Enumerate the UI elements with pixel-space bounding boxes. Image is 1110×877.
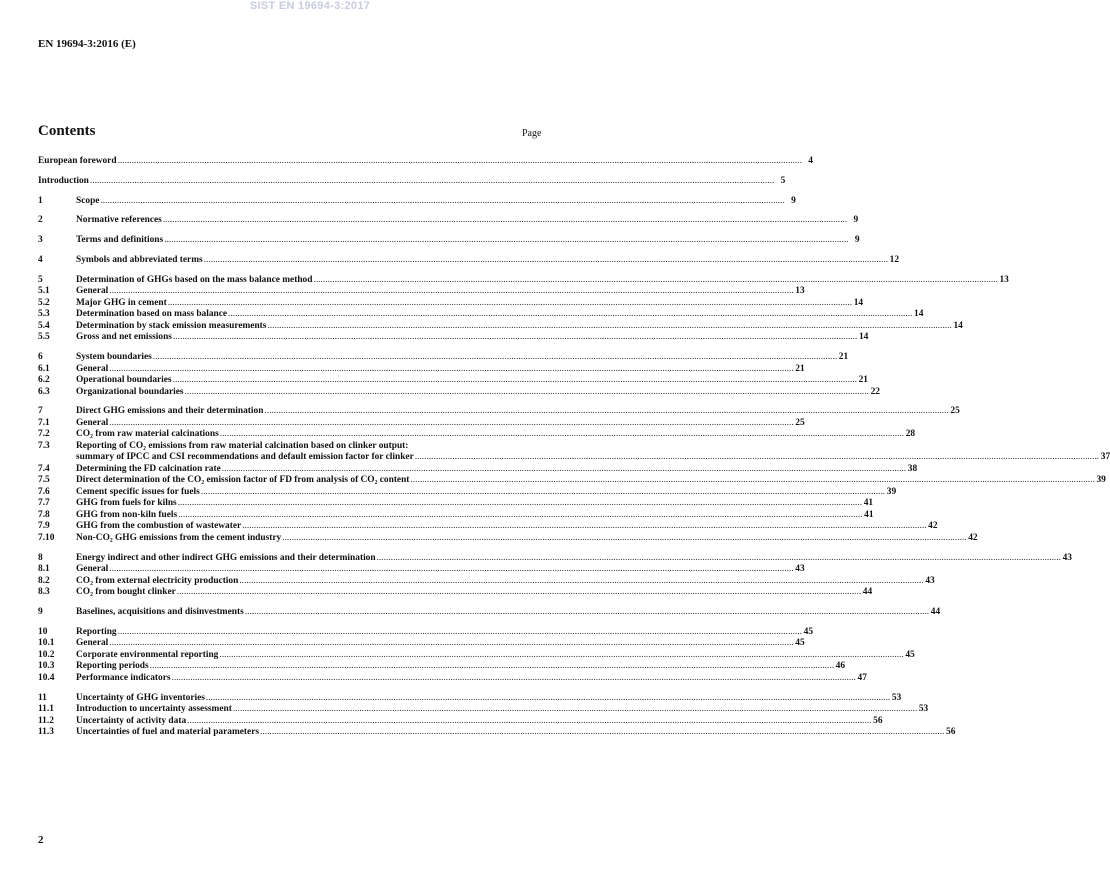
toc-leader-dots [282,533,966,545]
toc-entry-title: Uncertainty of activity data [76,715,187,726]
toc-entry-title: Non-CO₂ GHG emissions from the cement industry [76,532,282,543]
toc-entry-title: General [76,417,109,428]
toc-entry-number: 11 [38,692,47,703]
toc-entry[interactable] [38,297,864,310]
toc-entry[interactable] [38,286,805,298]
toc-leader-dots [228,309,912,321]
toc-entry[interactable] [38,332,869,344]
toc-leader-dots [264,406,948,418]
toc-leader-dots [109,638,793,650]
toc-entry-title: Scope [76,195,100,206]
toc-leader-dots [173,375,857,387]
toc-entry[interactable] [38,704,929,716]
toc-leader-dots [242,521,926,533]
toc-entry-page: 25 [950,406,960,417]
toc-entry-title: CO₂ from raw material calcinations [76,429,219,440]
toc-entry-page: 13 [999,274,1009,285]
toc-leader-dots [168,298,852,310]
toc-entry-title: Determining the FD calcination rate [76,463,221,474]
toc-entry-page: 21 [838,352,849,363]
toc-entry-page: 39 [886,486,897,497]
toc-entry-title: Determination by stack emission measurements [76,320,267,331]
toc-entry-page: 45 [905,649,915,660]
toc-entry-number: 10.4 [38,672,55,683]
toc-leader-dots [220,429,904,441]
toc-entry-page: 9 [853,215,859,226]
toc-leader-dots [100,196,784,208]
toc-entry-page: 9 [791,195,796,206]
toc-entry-page: 43 [925,575,935,586]
toc-entry[interactable] [38,661,846,673]
toc-entry-number: 7.8 [38,509,50,520]
toc-entry[interactable] [38,175,786,188]
toc-entry-title: General [76,638,109,649]
toc-entry[interactable] [38,521,938,533]
toc-entry[interactable] [38,587,873,599]
toc-entry-number: 7.2 [38,429,50,440]
toc-entry-page: 43 [795,564,805,575]
toc-entry[interactable] [38,475,1106,487]
toc-entry[interactable] [38,309,924,321]
toc-entry-page: 44 [930,606,941,617]
toc-leader-dots [178,510,862,522]
toc-leader-dots [187,716,871,728]
watermark: SIST EN 19694-3:2017 [249,0,371,12]
toc-entry-number: 2 [38,215,43,226]
toc-leader-dots [222,464,906,476]
toc-entry-number: 7.7 [38,498,50,509]
toc-entry[interactable] [38,532,978,545]
toc-entry-page: 14 [953,320,963,331]
toc-entry-title: Reporting [76,626,117,637]
toc-entry-number: 6.3 [38,386,50,397]
toc-entry-page: 9 [854,235,860,246]
toc-leader-dots [185,387,869,399]
toc-entry[interactable] [38,274,1009,287]
toc-entry-title: Introduction to uncertainty assessment [76,704,232,715]
toc-entry[interactable] [38,486,897,499]
toc-leader-dots [410,475,1094,487]
toc-entry-title: Normative references [76,215,162,226]
toc-leader-dots [204,255,888,267]
toc-leader-dots [118,156,802,168]
toc-entry-number: 4 [38,254,43,265]
toc-entry-number: 11.2 [38,715,54,726]
toc-entry-page: 38 [907,463,918,474]
toc-entry-number: 6 [38,352,43,363]
toc-entry-title: Reporting of CO₂ emissions from raw material calcination based on clinker output: [76,440,409,451]
toc-entry-page: 14 [914,309,924,320]
toc-entry-number: 7.10 [38,532,55,543]
toc-leader-dots [260,727,944,739]
toc-entry-title: Terms and definitions [76,235,164,246]
toc-leader-dots [313,275,997,287]
toc-entry-title: Major GHG in cement [76,297,167,308]
toc-entry[interactable] [38,254,900,267]
toc-entry-page: 4 [808,156,813,166]
toc-entry-page: 13 [795,286,805,297]
toc-entry-number: 11.3 [38,727,54,738]
toc-leader-dots [109,286,793,298]
toc-entry-number: 8 [38,552,43,563]
toc-entry-number: 5.3 [38,309,50,320]
toc-entry-page: 25 [795,417,805,428]
toc-entry-title-continued: summary of IPCC and CSI recommendations and default emission factor for clinker [76,452,414,463]
toc-leader-dots [178,498,862,510]
contents-heading: Contents [38,123,96,139]
toc-entry-number: 7.5 [38,475,50,486]
toc-leader-dots [109,418,793,430]
toc-leader-dots [201,487,885,499]
toc-entry[interactable] [38,463,918,476]
toc-entry-page: 45 [795,638,805,649]
toc-entry-title: Symbols and abbreviated terms [76,254,203,265]
toc-entry-page: 28 [905,429,916,440]
toc-entry[interactable] [38,606,941,619]
toc-leader-dots [109,364,793,376]
toc-entry[interactable] [38,429,916,441]
toc-entry-number: 7 [38,406,43,417]
toc-entry-page: 22 [870,386,880,397]
toc-entry-title: CO₂ from bought clinker [76,587,176,598]
toc-entry-number: 9 [38,606,43,617]
toc-entry-title: Gross and net emissions [76,332,172,343]
toc-entry-page: 45 [803,626,813,637]
toc-entry[interactable] [38,320,963,333]
toc-entry[interactable] [38,417,805,430]
toc-entry[interactable] [38,386,880,399]
toc-entry[interactable] [38,235,860,247]
toc-leader-dots [377,553,1061,565]
toc-leader-dots [239,576,923,588]
toc-leader-dots [90,176,774,188]
toc-entry[interactable] [38,715,883,728]
toc-entry-page: 41 [863,498,874,509]
toc-entry-title: Introduction [38,175,89,186]
toc-entry-number: 8.1 [38,564,50,575]
toc-entry-page: 37 [1100,452,1110,463]
toc-entry-number: 8.2 [38,575,50,586]
toc-entry-page: 12 [889,254,900,265]
toc-entry-title: System boundaries [76,352,152,363]
toc-entry-number: 7.1 [38,417,50,428]
toc-entry-number: 5.5 [38,332,50,343]
toc-entry-number: 5.1 [38,286,50,297]
toc-entry-title: GHG from fuels for kilns [76,498,177,509]
toc-entry-number: 10.1 [38,638,55,649]
toc-entry-number: 10.3 [38,661,55,672]
toc-leader-dots [267,321,951,333]
toc-entry-title: European foreword [38,156,117,166]
toc-leader-dots [219,650,903,662]
toc-entry-title: Direct GHG emissions and their determination [76,406,264,417]
toc-entry-page: 5 [780,175,786,186]
toc-entry-page: 53 [918,704,929,715]
toc-entry[interactable] [38,498,874,510]
toc-entry-title: Uncertainty of GHG inventories [76,692,205,703]
toc-leader-dots [233,704,917,716]
toc-entry-number: 6.2 [38,375,50,386]
toc-entry-page: 46 [835,661,846,672]
toc-entry-title: Baselines, acquisitions and disinvestments [76,606,244,617]
toc-leader-dots [150,661,834,673]
toc-entry-title: Cement specific issues for fuels [76,486,200,497]
toc-entry-title: Reporting periods [76,661,149,672]
toc-entry-page: 43 [1062,552,1072,563]
toc-entry-number: 5 [38,274,43,285]
toc-entry-number: 7.3 [38,440,50,451]
page-column-label: Page [522,128,542,139]
toc-leader-dots [172,673,856,685]
toc-entry-page: 56 [946,727,956,738]
toc-entry-page: 53 [891,692,902,703]
footer-page-number: 2 [38,834,44,846]
toc-entry[interactable] [38,195,796,208]
toc-entry-number: 7.6 [38,486,50,497]
toc-entry[interactable] [38,692,902,705]
toc-entry-title: Uncertainties of fuel and material parameters [76,727,260,738]
toc-entry-page: 42 [928,521,938,532]
toc-entry-title: Determination of GHGs based on the mass balance method [76,274,313,285]
toc-leader-dots [245,607,929,619]
toc-entry-page: 21 [795,363,805,374]
toc-entry-page: 56 [873,715,883,726]
toc-entry[interactable] [38,363,805,376]
toc-entry-number: 7.4 [38,463,50,474]
toc-entry-page: 39 [1096,475,1106,486]
toc-entry[interactable] [38,156,813,168]
toc-entry[interactable] [38,727,956,739]
toc-entry-title: Energy indirect and other indirect GHG emissions and their determination [76,552,376,563]
toc-entry-title: Organizational boundaries [76,386,184,397]
toc-entry-page: 41 [864,509,874,520]
toc-entry-title: General [76,363,109,374]
toc-entry-title: Determination based on mass balance [76,309,228,320]
toc-entry[interactable] [38,375,868,387]
toc-leader-dots [415,452,1099,464]
toc-entry-title: General [76,286,109,297]
toc-entry-title: Corporate environmental reporting [76,649,219,660]
toc-leader-dots [164,235,848,247]
toc-entry-title: General [76,564,109,575]
toc-entry[interactable] [38,352,849,364]
toc-entry-number: 10 [38,626,48,637]
toc-entry-number: 3 [38,235,43,246]
toc-leader-dots [163,215,847,227]
toc-entry[interactable] [38,509,874,522]
toc-entry-number: 10.2 [38,649,55,660]
toc-entry-page: 14 [853,297,864,308]
toc-leader-dots [177,587,861,599]
toc-entry-title: Operational boundaries [76,375,172,386]
toc-entry-number: 7.9 [38,521,50,532]
toc-entry-page: 47 [857,672,867,683]
toc-entry-number: 11.1 [38,704,54,715]
toc-entry[interactable] [38,406,960,418]
toc-leader-dots [206,693,890,705]
toc-entry[interactable] [38,552,1072,565]
toc-entry-number: 5.2 [38,297,50,308]
table-of-contents [38,156,1110,739]
toc-leader-dots [118,627,802,639]
toc-entry-page: 44 [862,587,873,598]
toc-entry[interactable] [38,626,813,639]
toc-entry[interactable] [38,649,915,662]
toc-entry-page: 14 [858,332,869,343]
toc-leader-dots [109,564,793,576]
toc-entry-number: 5.4 [38,320,50,331]
toc-entry-page: 42 [968,532,978,543]
toc-entry[interactable] [38,215,859,227]
toc-entry-title: CO₂ from external electricity production [76,575,239,586]
toc-entry-title: GHG from non-kiln fuels [76,509,178,520]
toc-entry-title: Performance indicators [76,672,171,683]
toc-entry[interactable] [38,672,867,685]
toc-entry-page: 21 [858,375,868,386]
toc-entry[interactable] [38,575,935,588]
toc-entry-number: 8.3 [38,587,50,598]
toc-entry-title: Direct determination of the CO₂ emission factor of FD from analysis of CO₂ content [76,475,410,486]
toc-leader-dots [173,332,857,344]
toc-entry-number: 1 [38,195,43,206]
toc-entry[interactable] [38,638,805,650]
toc-entry-title: GHG from the combustion of wastewater [76,521,242,532]
document-identifier: EN 19694-3:2016 (E) [38,38,136,50]
toc-leader-dots [153,352,837,364]
toc-entry-number: 6.1 [38,363,50,374]
toc-entry[interactable] [38,440,1110,464]
toc-entry[interactable] [38,564,805,576]
